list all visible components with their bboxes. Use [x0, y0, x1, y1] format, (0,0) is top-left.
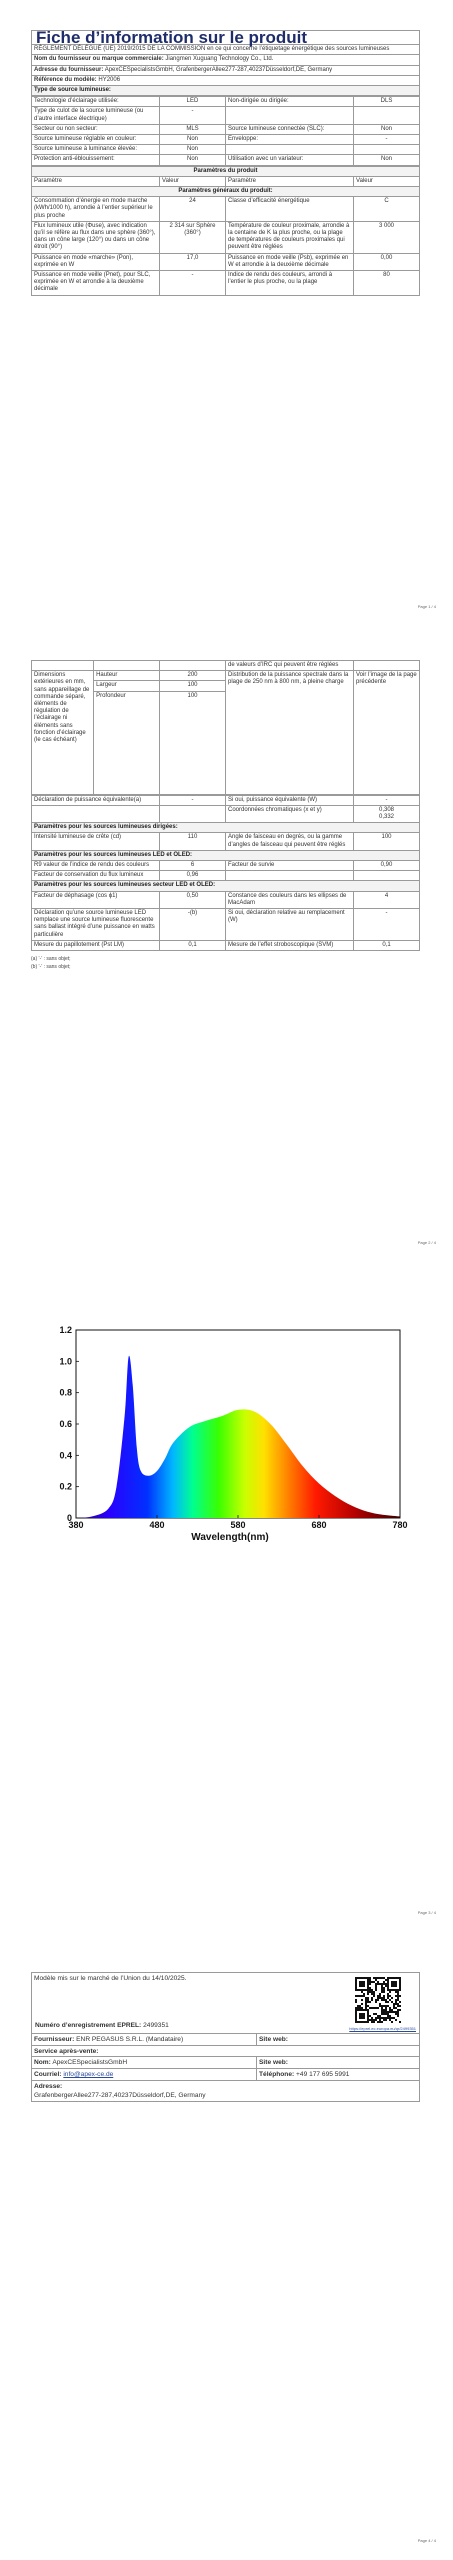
empty-cell [32, 661, 94, 671]
chroma-label: Coordonnées chromatiques (x et y) [225, 805, 353, 822]
x-tick-label: 680 [311, 1520, 327, 1530]
sheet-title: Fiche d’information sur le produit [32, 31, 420, 45]
mains-cell-2: Si oui, déclaration relative au remplacement (W) [225, 909, 353, 941]
general-cell-1: 17,0 [160, 253, 226, 270]
type-row [32, 145, 420, 155]
eprel-number-row [35, 2021, 169, 2030]
type-cell-2 [225, 107, 353, 124]
general-cell-3: 80 [354, 271, 420, 296]
y-tick-label: 0.2 [59, 1481, 72, 1492]
type-table [31, 96, 420, 165]
service-label: Service après-vente: [34, 2048, 99, 2055]
address-row [32, 65, 420, 75]
type-cell-0: Protection anti-éblouissement: [32, 155, 160, 165]
general-cell-0: Flux lumineux utile (Φuse), avec indication qu’il se réfère au flux dans une sphère (360°), dans un cône large (120°) ou dans un cône étroit (90°) [32, 221, 160, 253]
eprel-link[interactable]: https://eprel.ec.europa.eu/qr/2499351 [349, 2026, 416, 2031]
led-row [32, 871, 420, 881]
type-row [32, 135, 420, 145]
general-cell-1: 24 [160, 197, 226, 222]
general-cell-2: Indice de rendu des couleurs, arrondi à l’entier le plus proche, ou la plage [225, 271, 353, 296]
type-row [32, 97, 420, 107]
general-cell-3: 3 000 [354, 221, 420, 253]
general-row [32, 197, 420, 222]
y-tick-label: 0 [66, 1513, 72, 1523]
mains-cell-1: -(b) [160, 909, 226, 941]
supplier-label: Nom du fournisseur ou marque commerciale: [34, 56, 164, 63]
type-row [32, 124, 420, 134]
type-cell-3: Non [354, 155, 420, 165]
website2-label: Site web: [259, 2059, 288, 2066]
footnotes [31, 955, 420, 971]
chroma-values [354, 805, 420, 822]
dim-height-value: 200 [160, 671, 226, 681]
eprel-table [31, 1972, 420, 2102]
service-row [32, 2046, 420, 2057]
empty-cell [160, 661, 226, 671]
type-cell-3 [354, 107, 420, 124]
type-cell-1: - [160, 107, 226, 124]
model-row [32, 75, 420, 85]
equivalent-table [31, 795, 420, 951]
general-cell-1: 2 314 sur Sphère (360°) [160, 221, 226, 253]
footnote-a: (a) ‘-’ : sans objet; [31, 956, 71, 963]
phone-value: +49 177 695 5991 [296, 2071, 350, 2078]
x-tick-label: 580 [230, 1520, 246, 1530]
y-tick-label: 0.8 [59, 1387, 72, 1398]
type-row [32, 107, 420, 124]
mains-cell-3: 0,1 [354, 940, 420, 950]
page-number-4: Page 4 / 4 [417, 2538, 436, 2543]
type-cell-1: Non [160, 145, 226, 155]
page-2 [0, 640, 453, 1270]
mains-row [32, 909, 420, 941]
type-cell-1: Non [160, 155, 226, 165]
page-number-2: Page 2 / 4 [417, 1240, 436, 1245]
y-tick-label: 0.4 [59, 1450, 72, 1461]
general-cell-3: C [354, 197, 420, 222]
market-text: Modèle mis sur le marché de l’Union du 14/10/2025. [34, 1975, 187, 1982]
website-label: Site web: [259, 2036, 288, 2043]
params-table [31, 166, 420, 296]
type-cell-0: Source lumineuse à luminance élevée: [32, 145, 160, 155]
equiv-label: Déclaration de puissance équivalente(a) [32, 795, 160, 805]
name-value: ApexCESpecialistsGmbH [52, 2059, 128, 2066]
type-cell-1: Non [160, 135, 226, 145]
type-header: Type de source lumineuse: [32, 86, 420, 96]
y-tick-label: 0.6 [59, 1419, 72, 1429]
model-value: HY2006 [98, 76, 121, 83]
col-value-1: Valeur [160, 176, 226, 186]
email-cell [32, 2069, 257, 2081]
x-tick-label: 380 [68, 1520, 84, 1530]
led-cell-1: 0,96 [160, 871, 226, 881]
type-cell-2: Utilisation avec un variateur: [225, 155, 353, 165]
phone-label: Téléphone: [259, 2071, 295, 2078]
equiv-value: - [160, 795, 226, 805]
page-number-1: Page 1 / 4 [417, 604, 436, 609]
supplier-value: Jiangmen Xuguang Technology Co., Ltd. [165, 56, 274, 63]
website-cell [257, 2034, 420, 2046]
dimensions-label: Dimensions extérieures en mm, sans appareillage de commande séparé, éléments de régulation de l’éclairage ni éléments sans fonction d’éclairage (le cas échéant) [32, 671, 94, 794]
general-header: Paramètres généraux du produit: [32, 187, 420, 197]
mains-cell-3: - [354, 909, 420, 941]
type-cell-2: Non-dirigée ou dirigée: [225, 97, 353, 107]
beam-angle-label: Angle de faisceau en degrés, ou la gamme d’angles de faisceau qui peuvent être réglés [225, 833, 353, 850]
dim-width-label: Largeur [94, 681, 160, 691]
service-address-cell [32, 2081, 420, 2102]
type-cell-3: - [354, 135, 420, 145]
type-cell-0: Secteur ou non secteur: [32, 124, 160, 134]
type-cell-1: LED [160, 97, 226, 107]
name-label: Nom: [34, 2059, 51, 2066]
col-param-2: Paramètre [225, 176, 353, 186]
header-table [31, 30, 420, 96]
y-tick-label: 1.2 [59, 1325, 72, 1335]
col-param-1: Paramètre [32, 176, 160, 186]
page-3 [0, 1290, 453, 1930]
page-1 [0, 0, 453, 622]
regulation-text: RÈGLEMENT DÉLÉGUÉ (UE) 2019/2015 DE LA COMMISSION en ce qui concerne l’étiquetage énergétique des sources lumineuses [32, 45, 420, 55]
type-cell-2: Enveloppe: [225, 135, 353, 145]
empty-cell [32, 805, 160, 822]
x-tick-label: 480 [149, 1520, 165, 1530]
address-label: Adresse du fournisseur: [34, 66, 104, 73]
mains-cell-0: Déclaration qu’une source lumineuse LED remplace une source lumineuse fluorescente sans ballast intégré d’une puissance en watts particulière [32, 909, 160, 941]
eprel-value: 2499351 [143, 2022, 169, 2029]
product-info-sheet [31, 30, 420, 296]
equiv-right-value: - [354, 795, 420, 805]
type-cell-3: Non [354, 124, 420, 134]
spectral-label: Distribution de la puissance spectrale dans la plage de 250 nm à 800 nm, à pleine charge [225, 671, 353, 794]
peak-intensity-value: 110 [160, 833, 226, 850]
led-cell-2: Facteur de survie [225, 861, 353, 871]
empty-cell [160, 805, 226, 822]
type-cell-2 [225, 145, 353, 155]
dim-height-label: Hauteur [94, 671, 160, 681]
general-row [32, 253, 420, 270]
product-info-sheet-continued [31, 660, 420, 971]
mains-cell-1: 0,50 [160, 891, 226, 908]
x-tick-label: 780 [392, 1520, 408, 1530]
general-cell-0: Consommation d’énergie en mode marche (kWh/1000 h), arrondie à l’entier supérieur le plus proche [32, 197, 160, 222]
service-address-label: Adresse: [34, 2083, 63, 2090]
page-number-3: Page 3 / 4 [417, 1910, 436, 1915]
mains-cell-2: Mesure de l’effet stroboscopique (SVM) [225, 940, 353, 950]
led-cell-0: Facteur de conservation du flux lumineux [32, 871, 160, 881]
general-cell-2: Puissance en mode veille (Psb), exprimée en W et arrondie à la deuxième décimale [225, 253, 353, 270]
email-link[interactable]: info@apex-ce.de [63, 2071, 114, 2078]
mains-cell-1: 0,1 [160, 940, 226, 950]
general-cell-3: 0,00 [354, 253, 420, 270]
y-tick-label: 1.0 [59, 1356, 72, 1367]
general-cell-0: Puissance en mode veille (Pnet), pour SLC, exprimée en W et arrondie à la deuxième décimale [32, 271, 160, 296]
address-value: ApexCESpecialistsGmbH, GrafenbergerAllee277-287,40237Düsseldorf,DE, Germany [104, 66, 333, 73]
eprel-supplier-value: ENR PEGASUS S.R.L. (Mandataire) [76, 2036, 184, 2043]
footnote-b: (b) ‘-’ : sans objet; [31, 964, 71, 971]
website2-cell [257, 2057, 420, 2069]
led-row [32, 861, 420, 871]
led-cell-3 [354, 871, 420, 881]
general-cell-2: Classe d’efficacité énergétique [225, 197, 353, 222]
type-cell-2: Source lumineuse connectée (SLC): [225, 124, 353, 134]
general-cell-2: Température de couleur proximale, arrondie à la centaine de K la plus proche, ou la plage de températures de couleurs proximales qui peuvent être réglées [225, 221, 353, 253]
cri-continued: de valeurs d’IRC qui peuvent être réglées [225, 661, 353, 671]
mains-cell-2: Constance des couleurs dans les ellipses de MacAdam [225, 891, 353, 908]
col-value-2: Valeur [354, 176, 420, 186]
general-cell-1: - [160, 271, 226, 296]
type-row [32, 155, 420, 165]
mains-cell-0: Mesure du papillotement (Pst LM) [32, 940, 160, 950]
name-cell [32, 2057, 257, 2069]
mains-header: Paramètres pour les sources lumineuses secteur LED et OLED: [32, 881, 420, 891]
mains-row [32, 891, 420, 908]
chroma-x: 0,308 [379, 806, 395, 813]
type-cell-0: Source lumineuse réglable en couleur: [32, 135, 160, 145]
supplier-row [32, 2034, 257, 2046]
type-cell-0: Type de culot de la source lumineuse (ou d’autre interface électrique) [32, 107, 160, 124]
eprel-sheet [31, 1972, 420, 2102]
general-cell-0: Puissance en mode «marche» (Pon), exprimée en W [32, 253, 160, 270]
email-label: Courriel: [34, 2071, 62, 2078]
beam-angle-value: 100 [354, 833, 420, 850]
dim-depth-label: Profondeur [94, 691, 160, 794]
type-cell-1: MLS [160, 124, 226, 134]
led-cell-1: 6 [160, 861, 226, 871]
mains-cell-0: Facteur de déphasage (cos ϕ1) [32, 891, 160, 908]
type-cell-0: Technologie d’éclairage utilisée: [32, 97, 160, 107]
type-cell-3 [354, 145, 420, 155]
mains-row [32, 940, 420, 950]
type-cell-3: DLS [354, 97, 420, 107]
spectral-distribution-chart [40, 1320, 415, 1545]
general-row [32, 221, 420, 253]
service-address-value: GrafenbergerAllee277-287,40237Düsseldorf,DE, Germany [34, 2092, 206, 2099]
eprel-supplier-label: Fournisseur: [34, 2036, 75, 2043]
peak-intensity-label: Intensité lumineuse de crête (cd) [32, 833, 160, 850]
led-header: Paramètres pour les sources lumineuses LED et OLED: [32, 850, 420, 860]
model-label: Référence du modèle: [34, 76, 97, 83]
general-row [32, 271, 420, 296]
eprel-label: Numéro d’enregistrement EPREL: [35, 2022, 142, 2029]
chart-x-axis-label: Wavelength(nm) [191, 1532, 269, 1543]
empty-cell [94, 661, 160, 671]
directed-header: Paramètres pour les sources lumineuses dirigées: [32, 823, 420, 833]
empty-cell [354, 661, 420, 671]
phone-cell [257, 2069, 420, 2081]
led-cell-0: R9 valeur de l’indice de rendu des couleurs [32, 861, 160, 871]
params-header: Paramètres du produit [32, 166, 420, 176]
mains-cell-3: 4 [354, 891, 420, 908]
supplier-row [32, 55, 420, 65]
dimensions-table [31, 660, 420, 795]
dim-depth-value: 100 [160, 691, 226, 794]
led-cell-2 [225, 871, 353, 881]
page-4 [0, 1950, 453, 2560]
spectral-value: Voir l’image de la page précédente [354, 671, 420, 794]
chroma-y: 0,332 [379, 814, 395, 821]
equiv-right-label: Si oui, puissance équivalente (W) [225, 795, 353, 805]
led-cell-3: 0,90 [354, 861, 420, 871]
eprel-top [32, 1973, 420, 2034]
dim-width-value: 100 [160, 681, 226, 691]
qr-code-icon [355, 1977, 401, 2023]
